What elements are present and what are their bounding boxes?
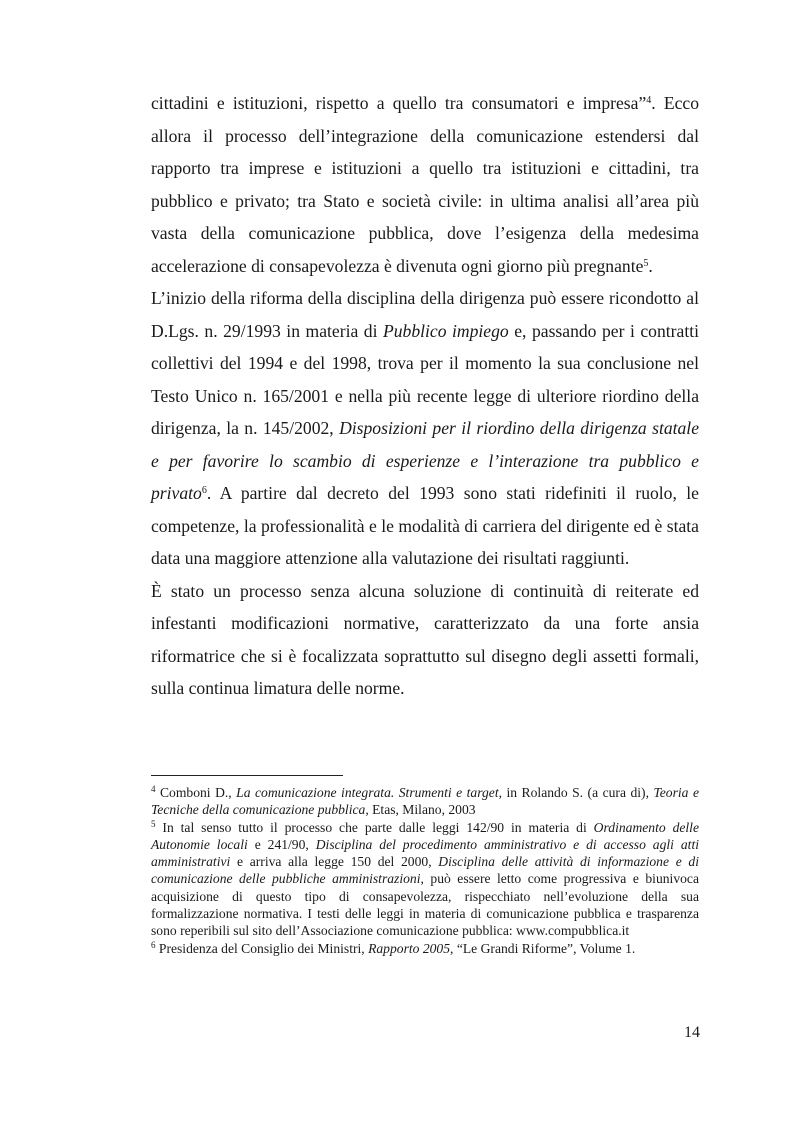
paragraph-1 [151,87,699,282]
footnote-ref-4[interactable]: 4 [646,95,652,106]
footnote-6-text-a: Presidenza del Consiglio dei Ministri, [155,940,369,956]
footnote-4-italic-a: La comunicazione integrata. Strumenti e target [236,785,499,800]
paragraph-1-text-a: cittadini e istituzioni, rispetto a quello tra consumatori e impresa” [151,93,647,113]
footnote-4 [151,784,699,819]
footnote-4-number: 4 [151,784,156,794]
main-text [151,87,699,705]
footnote-5-text-c: e arriva alla legge 150 del 2000, [230,854,439,870]
footnote-ref-5[interactable]: 5 [643,257,649,269]
paragraph-2-italic-a: Pubblico impiego [382,320,509,341]
footnote-6-number: 6 [151,939,156,950]
footnote-6-text-b: , “Le Grandi Riforme”, Volume 1. [450,940,636,956]
footnote-5-italic-b: Disciplina del procedimento amministrativo e di accesso agli atti amministrativi [151,836,699,870]
paragraph-2 [151,282,699,575]
paragraph-3: È stato un processo senza alcuna soluzione di continuità di reiterate ed infestanti modificazioni normative, caratterizzato da una forte ansia riformatrice che si è focalizzata soprattutto sul disegno degli assetti formali, sulla continua limatura delle norme. [151,580,699,698]
footnote-ref-6[interactable]: 6 [201,485,207,496]
footnote-4-italic-b: Teoria e Tecniche della comunicazione pubblica [151,785,699,818]
footnotes [151,784,699,957]
page-number: 14 [684,1024,700,1041]
paragraph-2-text-a: L’inizio della riforma della disciplina della dirigenza può essere ricondotto al D.Lgs. n. 29/1993 in materia di [151,288,699,341]
footnote-4-text-c: , Etas, Milano, 2003 [365,802,476,818]
footnote-4-text-b: , in Rolando S. (a cura di), [498,785,654,800]
footnote-5-italic-a: Ordinamento delle Autonomie locali [151,819,699,852]
paragraph-2-text-c: . A partire dal decreto del 1993 sono stati ridefiniti il ruolo, le competenze, la professionalità e le modalità di carriera del dirigente ed è stata data una maggiore attenzione alla valutazione dei risultati raggiunti. [151,483,699,568]
paragraph-2-text-b: e, passando per i contratti collettivi del 1994 e del 1998, trova per il momento la sua conclusione nel Testo Unico n. 165/2001 e nella più recente legge di ulteriore riordino della dirigenza, la n. 145/2002, [151,320,699,438]
footnote-separator [151,775,343,776]
footnote-5 [151,819,699,940]
footnote-5-text-b: e 241/90, [247,836,316,852]
footnote-5-text-d: , può essere letto come progressiva e biunivoca acquisizione di questo tipo di consapevolezza, rispecchiato nell’evoluzione della sua formalizzazione normativa. I testi delle leggi in materia di comunicazione pubblica e trasparenza sono reperibili sul sito dell’Associazione comunicazione pubblica: www.compubblica.it [151,871,699,939]
paragraph-1-text-c: . [648,255,653,276]
footnote-6 [151,940,699,957]
footnote-5-number: 5 [151,818,156,829]
paragraph-1-text-b: . Ecco allora il processo dell’integrazione della comunicazione estendersi dal rapporto tra imprese e istituzioni a quello tra istituzioni e cittadini, tra pubblico e privato; tra Stato e società civile: in ultima analisi all’area più vasta della comunicazione pubblica, dove l’esigenza della medesima accelerazione di consapevolezza è divenuta ogni giorno più pregnante [151,93,699,276]
footnote-6-italic-a: Rapporto 2005 [368,940,451,956]
paragraph-2-italic-b: Disposizioni per il riordino della dirigenza statale e per favorire lo scambio di esperienze e l’interazione tra pubblico e privato [151,418,700,503]
footnote-4-text-a: Comboni D., [155,785,237,800]
footnote-5-text-a: In tal senso tutto il processo che parte dalle leggi 142/90 in materia di [155,819,594,835]
footnote-5-italic-c: Disciplina delle attività di informazione e di comunicazione delle pubbliche amministrazioni [151,854,699,887]
